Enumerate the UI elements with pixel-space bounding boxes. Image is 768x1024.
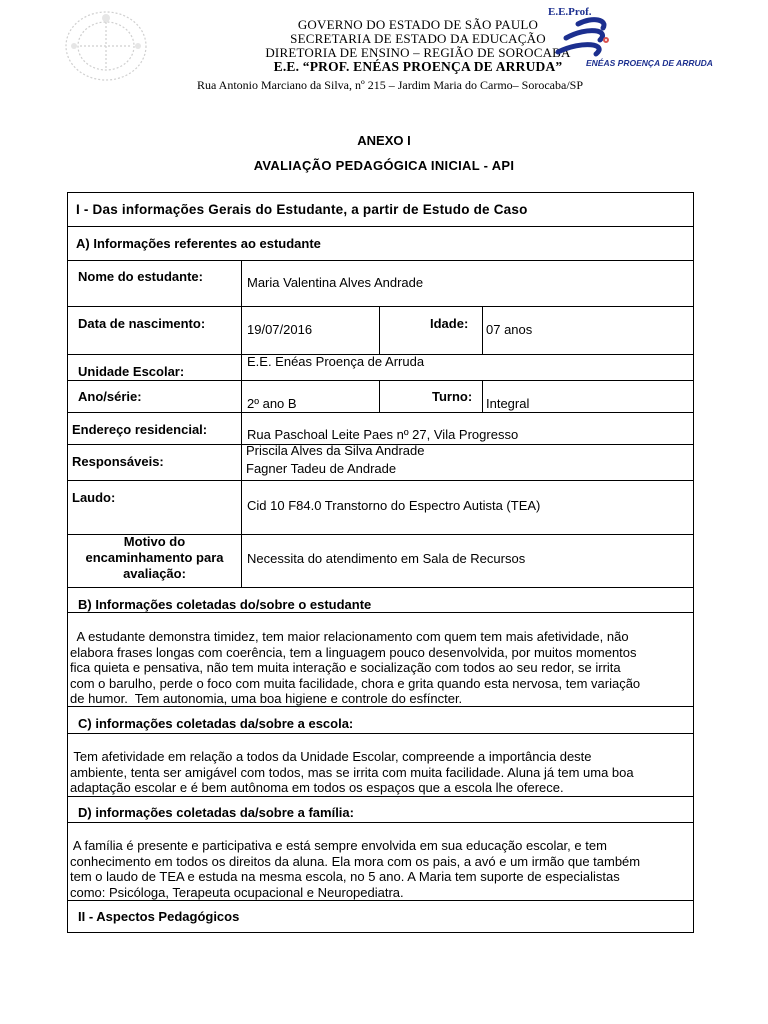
section-c-line: adaptação escolar e é bem autônoma em todos os espaços que a escola lhe oferece. (70, 780, 564, 795)
section-c-title: C) informações coletadas da/sobre a escola: (78, 716, 354, 731)
row-divider (68, 306, 693, 307)
section-b-line: fica quieta e pensativa, não tem muita interação e socialização com todos ao seu redor, se irrita (70, 660, 621, 675)
shift-label: Turno: (432, 389, 473, 404)
section-b-text (70, 629, 690, 707)
row-divider (68, 380, 693, 381)
state-seal-icon (60, 6, 152, 84)
report-label: Laudo: (72, 490, 116, 505)
section-d-line: como: Psicóloga, Terapeuta ocupacional e Neuropediatra. (70, 884, 404, 900)
school-unit-label: Unidade Escolar: (78, 364, 185, 379)
column-divider (482, 380, 483, 412)
section-b-title: B) Informações coletadas do/sobre o estudante (78, 597, 372, 612)
reason-label-line: encaminhamento para (85, 550, 224, 565)
name-label: Nome do estudante: (78, 269, 203, 284)
gov-line-2: SECRETARIA DE ESTADO DA EDUCAÇÃO (290, 31, 546, 46)
school-logo (548, 6, 713, 72)
reason-label-line: Motivo do (123, 534, 186, 549)
birth-value: 19/07/2016 (247, 322, 313, 337)
section-d-text (70, 838, 690, 900)
guardian-2: Fagner Tadeu de Andrade (246, 461, 397, 476)
school-name: E.E. “PROF. ENÉAS PROENÇA DE ARRUDA” (273, 59, 563, 74)
grade-value: 2º ano B (247, 396, 297, 411)
guardian-1: Priscila Alves da Silva Andrade (246, 443, 425, 458)
reason-label-line: avaliação: (123, 566, 186, 581)
row-divider (68, 822, 693, 823)
section-b-line: A estudante demonstra timidez, tem maior relacionamento com quem tem mais afetividade, não (70, 629, 629, 644)
row-divider (68, 260, 693, 261)
gov-line-1: GOVERNO DO ESTADO DE SÃO PAULO (297, 17, 539, 32)
row-divider (68, 587, 693, 588)
address-value: Rua Paschoal Leite Paes nº 27, Vila Progresso (247, 427, 519, 442)
annex-label: ANEXO I (357, 133, 411, 148)
section-1-title: I - Das informações Gerais do Estudante, a partir de Estudo de Caso (76, 202, 528, 217)
section-c-line: ambiente, tenta ser amigável com todos, mas se irrita com muita facilidade. Aluna já tem uma boa (70, 764, 634, 780)
column-divider (379, 380, 380, 412)
row-divider (68, 796, 693, 797)
logo-text: ENÉAS PROENÇA DE ARRUDA (586, 58, 713, 68)
document-title: AVALIAÇÃO PEDAGÓGICA INICIAL - API (253, 158, 515, 173)
age-value: 07 anos (486, 322, 533, 337)
row-divider (68, 612, 693, 613)
column-divider (379, 306, 380, 354)
birth-label: Data de nascimento: (78, 316, 206, 331)
row-divider (68, 412, 693, 413)
name-value: Maria Valentina Alves Andrade (247, 275, 424, 290)
address-label: Endereço residencial: (72, 422, 208, 437)
section-d-line: tem o laudo de TEA e estuda na mesma escola, no 5 ano. A Maria tem suporte de especialistas (70, 869, 620, 884)
column-divider (241, 260, 242, 587)
section-c-text (70, 749, 690, 796)
row-divider (68, 480, 693, 481)
section-d-line: A família é presente e participativa e está sempre envolvida em sua educação escolar, e tem (70, 838, 607, 853)
gov-line-3: DIRETORIA DE ENSINO – REGIÃO DE SOROCABA (265, 45, 571, 60)
section-b-line: com o barulho, perde o foco com muita facilidade, chora e grita quando esta nervosa, tem variação (70, 675, 641, 691)
guardians-label: Responsáveis: (72, 454, 164, 469)
column-divider (482, 306, 483, 354)
row-divider (68, 900, 693, 901)
section-b-line: elabora frases longas com coerência, tem a linguagem pouco desenvolvida, por muitos momentos (70, 644, 637, 660)
section-a-title: A) Informações referentes ao estudante (76, 236, 321, 251)
row-divider (68, 733, 693, 734)
school-address: Rua Antonio Marciano da Silva, nº 215 – Jardim Maria do Carmo– Sorocaba/SP (197, 78, 583, 92)
report-value: Cid 10 F84.0 Transtorno do Espectro Autista (TEA) (247, 498, 541, 513)
evaluation-form (67, 192, 694, 933)
shift-value: Integral (486, 396, 530, 411)
section-b-line: de humor. Tem autonomia, uma boa higiene e controle do esfíncter. (70, 691, 463, 706)
logo-small-text: E.E.Prof. (548, 6, 592, 18)
section-2-title: II - Aspectos Pedagógicos (78, 909, 240, 924)
row-divider (68, 226, 693, 227)
age-label: Idade: (430, 316, 469, 331)
reason-value: Necessita do atendimento em Sala de Recursos (247, 551, 526, 566)
reason-label (68, 534, 241, 582)
section-d-title: D) informações coletadas da/sobre a família: (78, 805, 354, 820)
school-unit-value: E.E. Enéas Proença de Arruda (247, 354, 425, 369)
section-c-line: Tem afetividade em relação a todos da Unidade Escolar, compreende a importância deste (70, 749, 592, 764)
grade-label: Ano/série: (78, 389, 142, 404)
section-d-line: conhecimento em todos os direitos da aluna. Ela mora com os pais, a avó e um irmão que também (70, 853, 641, 869)
